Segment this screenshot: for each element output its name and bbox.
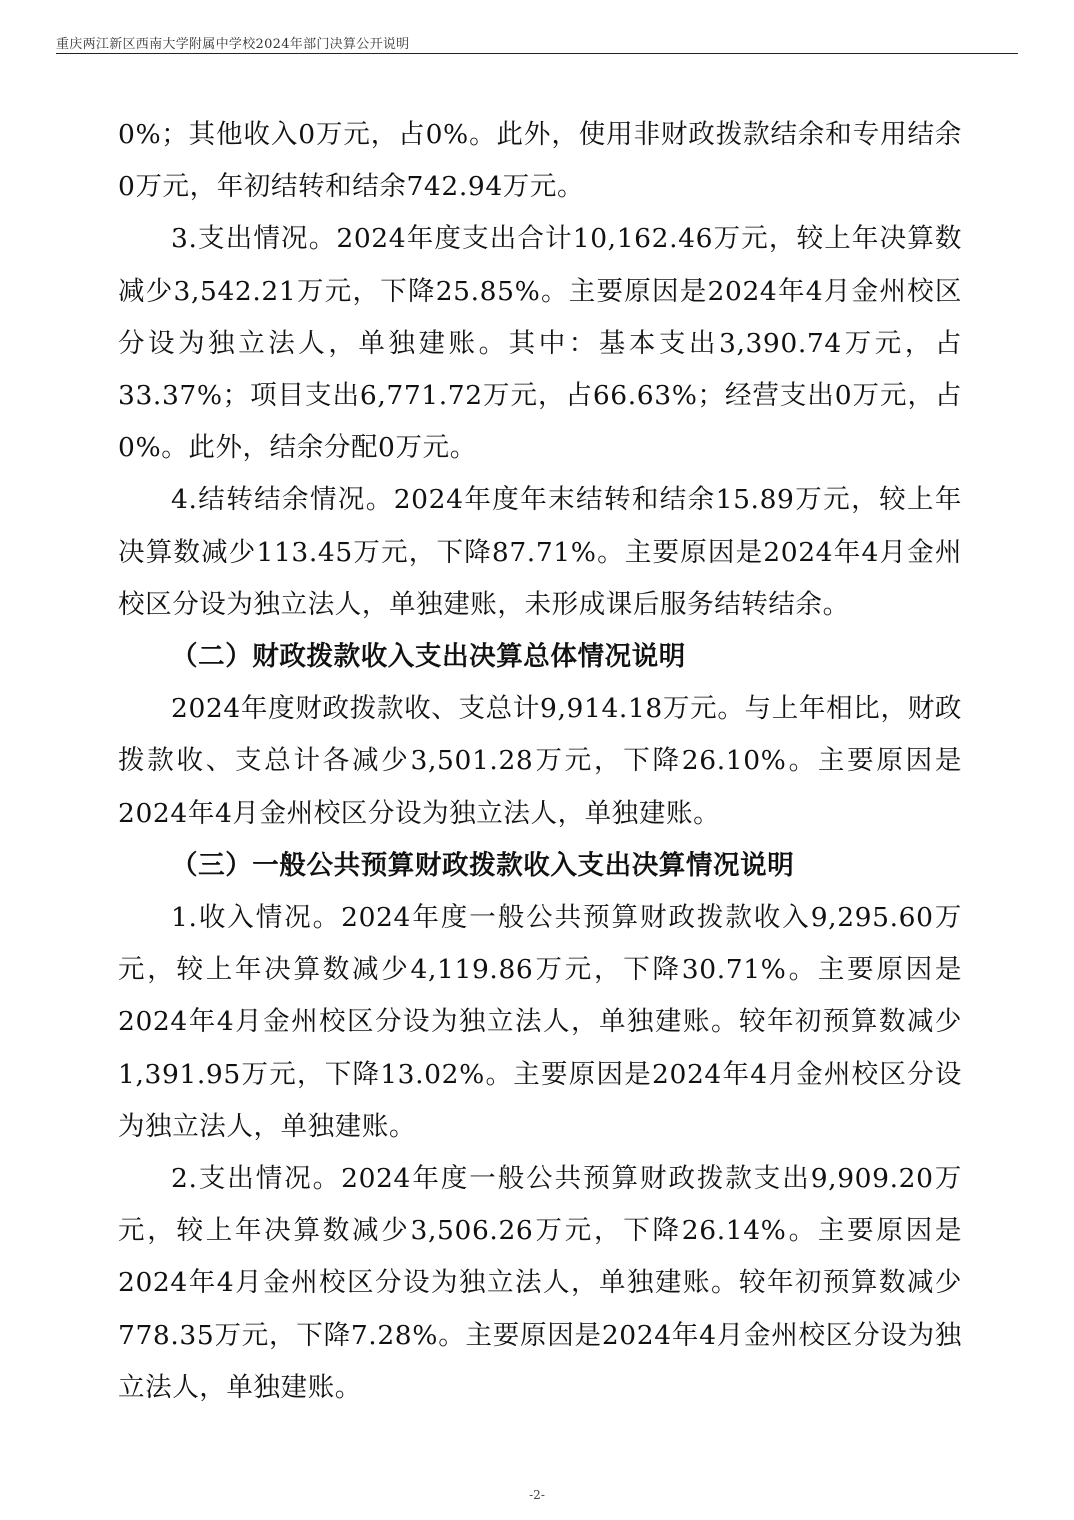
paragraph-general-budget-expenditure: 2.支出情况。2024年度一般公共预算财政拨款支出9,909.20万元，较上年决算数减少3,506.26万元，下降26.14%。主要原因是2024年4月金州校区分设为独立法人，单独建账。较年初预算数减少778.35万元，下降7.28%。主要原因是2024年4月金州校区分设为独立法人，单独建账。 (118, 1163, 962, 1403)
section-heading-fiscal-overview: （二）财政拨款收入支出决算总体情况说明 (171, 641, 686, 673)
paragraph-expenditure: 3.支出情况。2024年度支出合计10,162.46万元，较上年决算数减少3,542.21万元，下降25.85%。主要原因是2024年4月金州校区分设为独立法人，单独建账。其中：基本支出3,390.74万元，占33.37%；项目支出6,771.72万元，占66.63%；经营支出0万元，占0%。此外，结余分配0万元。 (118, 223, 962, 464)
header-divider (56, 53, 1018, 54)
paragraph-income-continued: 0%；其他收入0万元，占0%。此外，使用非财政拨款结余和专用结余0万元，年初结转和结余742.94万元。 (118, 119, 962, 203)
page-number: -2- (529, 1488, 545, 1502)
page-header-title: 重庆两江新区西南大学附属中学校2024年部门决算公开说明 (56, 37, 410, 52)
paragraph-carryover: 4.结转结余情况。2024年度年末结转和结余15.89万元，较上年决算数减少113.45万元，下降87.71%。主要原因是2024年4月金州校区分设为独立法人，单独建账，未形成课后服务结转结余。 (118, 484, 962, 620)
section-heading-general-budget: （三）一般公共预算财政拨款收入支出决算情况说明 (171, 849, 795, 881)
paragraph-general-budget-income: 1.收入情况。2024年度一般公共预算财政拨款收入9,295.60万元，较上年决算数减少4,119.86万元，下降30.71%。主要原因是2024年4月金州校区分设为独立法人，单独建账。较年初预算数减少1,391.95万元，下降13.02%。主要原因是2024年4月金州校区分设为独立法人，单独建账。 (118, 902, 962, 1142)
paragraph-fiscal-overview: 2024年度财政拨款收、支总计9,914.18万元。与上年相比，财政拨款收、支总计各减少3,501.28万元，下降26.10%。主要原因是2024年4月金州校区分设为独立法人，单独建账。 (118, 693, 962, 829)
document-body (118, 109, 962, 1414)
